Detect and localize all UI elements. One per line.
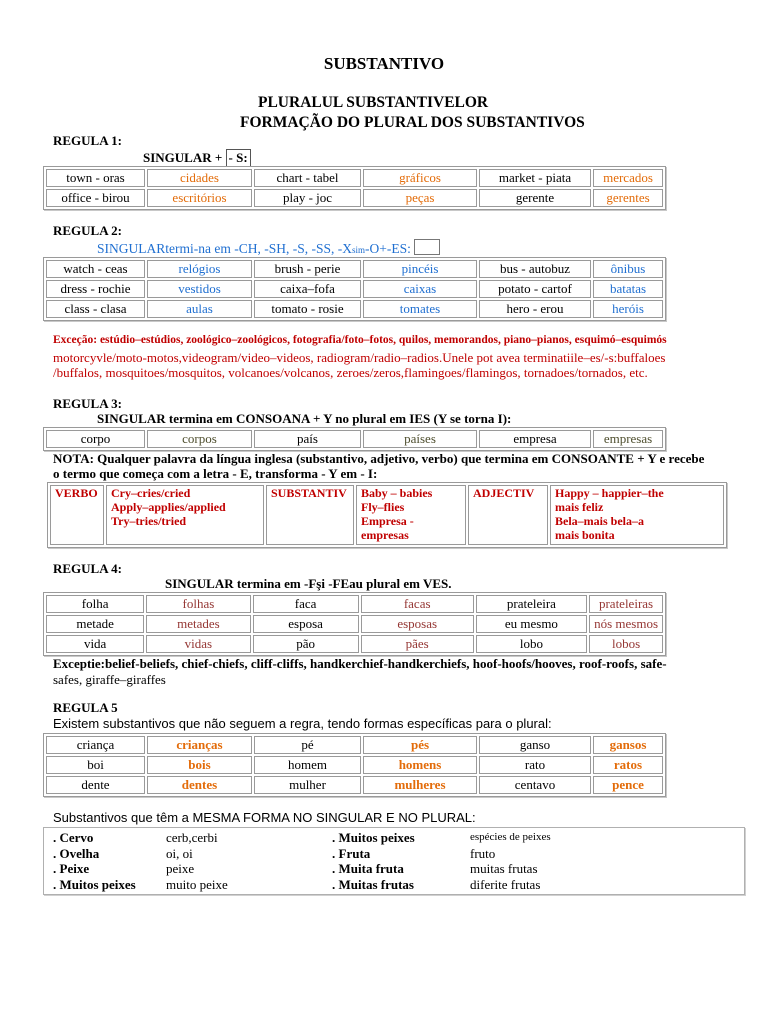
same-form-col-3 xyxy=(332,830,415,892)
table-cell: tomates xyxy=(363,300,477,318)
table-cell: escritórios xyxy=(147,189,252,207)
table-cell: crianças xyxy=(147,736,252,754)
adjectiv-line: Happy – happier–the xyxy=(555,486,664,500)
rule-3-table xyxy=(43,427,666,451)
table-cell: empresas xyxy=(593,430,663,448)
table-cell: país xyxy=(254,430,361,448)
table-cell: brush - perie xyxy=(254,260,361,278)
table-cell: mercados xyxy=(593,169,663,187)
table-cell: caixa–fofa xyxy=(254,280,361,298)
table-row xyxy=(46,635,663,653)
adjectiv-line: Bela–mais bela–a xyxy=(555,514,644,528)
rule-5-heading: REGULA 5 xyxy=(53,700,118,715)
table-cell: office - birou xyxy=(46,189,145,207)
same-form-item: muitas frutas xyxy=(470,861,538,876)
table-cell: lobo xyxy=(476,635,587,653)
table-cell: centavo xyxy=(479,776,591,794)
same-form-item: muito peixe xyxy=(166,876,228,892)
table-cell: potato - cartof xyxy=(479,280,591,298)
same-form-col-1 xyxy=(53,830,136,892)
same-form-intro: Substantivos que têm a MESMA FORMA NO SINGULAR E NO PLURAL: xyxy=(53,810,476,825)
same-form-item: . Cervo xyxy=(53,830,94,845)
same-form-item: . Ovelha xyxy=(53,845,100,861)
table-cell: caixas xyxy=(363,280,477,298)
table-cell: pé xyxy=(254,736,361,754)
table-cell: metades xyxy=(146,615,250,633)
table-cell: boi xyxy=(46,756,145,774)
table-cell: nós mesmos xyxy=(589,615,663,633)
table-cell: pão xyxy=(253,635,359,653)
rule-3-heading: REGULA 3: xyxy=(53,396,122,411)
table-cell: metade xyxy=(46,615,144,633)
table-cell: bus - autobuz xyxy=(479,260,591,278)
verbo-examples xyxy=(106,485,264,545)
rule-4-heading: REGULA 4: xyxy=(53,561,122,576)
table-cell: relógios xyxy=(147,260,252,278)
table-cell: lobos xyxy=(589,635,663,653)
table-row xyxy=(46,776,663,794)
rule-4-exceptions-line-1: Exceptie:belief-beliefs, chief-chiefs, cliff-cliffs, handkerchief-handkerchiefs, hoof-hoofs/hooves, roof-roofs, safe- xyxy=(53,656,667,671)
table-cell: ônibus xyxy=(593,260,663,278)
table-cell: prateleira xyxy=(476,595,587,613)
rule-5-table xyxy=(43,733,666,797)
rule-3-text: SINGULAR termina em CONSOANA + Y no plural em IES (Y se torna I): xyxy=(97,411,512,426)
same-form-item: . Muitos peixes xyxy=(332,830,415,845)
table-cell: peças xyxy=(363,189,477,207)
rule-4-exceptions-line-2: safes, giraffe–giraffes xyxy=(53,672,166,687)
substantiv-line: empresas xyxy=(361,528,409,542)
table-row xyxy=(46,756,663,774)
subtitle-pt: FORMAÇÃO DO PLURAL DOS SUBSTANTIVOS xyxy=(240,114,585,131)
table-cell: hero - erou xyxy=(479,300,591,318)
verbo-line: Apply–applies/applied xyxy=(111,500,226,514)
rule-1-prefix: SINGULAR + xyxy=(143,150,226,165)
adjectiv-label: ADJECTIV xyxy=(468,485,548,545)
rule-2-text-a: SINGULARtermi-na em -CH, -SH, -S, -SS, -X xyxy=(97,241,352,256)
table-cell: vidas xyxy=(146,635,250,653)
rule-2-table xyxy=(43,257,666,321)
rule-2-exception: Exceção: estúdio–estúdios, zoológico–zoológicos, fotografia/foto–fotos, quilos, memorandos, piano–pianos, esquimó–esquimós xyxy=(53,334,667,346)
table-cell: países xyxy=(363,430,477,448)
table-cell: folhas xyxy=(146,595,250,613)
adjectiv-line: mais bonita xyxy=(555,528,615,542)
rule-1-heading: REGULA 1: xyxy=(53,133,122,148)
table-cell: corpos xyxy=(147,430,252,448)
table-cell: ratos xyxy=(593,756,663,774)
table-cell: bois xyxy=(147,756,252,774)
table-cell: town - oras xyxy=(46,169,145,187)
table-cell: gansos xyxy=(593,736,663,754)
table-cell: aulas xyxy=(147,300,252,318)
table-cell: eu mesmo xyxy=(476,615,587,633)
same-form-col-2 xyxy=(166,830,228,892)
table-cell: gerente xyxy=(479,189,591,207)
substantiv-label: SUBSTANTIV xyxy=(266,485,354,545)
table-row xyxy=(46,300,663,318)
verbo-line: Try–tries/tried xyxy=(111,514,187,528)
same-form-item: . Fruta xyxy=(332,845,371,861)
table-row xyxy=(46,615,663,633)
table-row xyxy=(46,169,663,187)
same-form-item: . Muitos peixes xyxy=(53,876,136,892)
table-cell: cidades xyxy=(147,169,252,187)
rule-4-text: SINGULAR termina em -Fşi -FEau plural em VES. xyxy=(165,576,452,591)
verbo-label: VERBO xyxy=(50,485,104,545)
rule-3-examples-table xyxy=(47,482,727,548)
same-form-item: diferite frutas xyxy=(470,876,541,892)
adjectiv-examples xyxy=(550,485,724,545)
table-cell: gerentes xyxy=(593,189,663,207)
table-cell: class - clasa xyxy=(46,300,145,318)
same-form-item: . Peixe xyxy=(53,861,90,876)
same-form-item: . Muitas frutas xyxy=(332,876,414,892)
rule-5-intro: Existem substantivos que não seguem a regra, tendo formas específicas para o plural: xyxy=(53,716,552,731)
table-cell: batatas xyxy=(593,280,663,298)
substantiv-line: Empresa - xyxy=(361,514,414,528)
table-row xyxy=(50,485,724,545)
same-form-item: fruto xyxy=(470,845,496,861)
table-cell: mulheres xyxy=(363,776,477,794)
table-cell: folha xyxy=(46,595,144,613)
table-cell: empresa xyxy=(479,430,591,448)
rule-1-table xyxy=(43,166,666,210)
table-cell: watch - ceas xyxy=(46,260,145,278)
adjectiv-line: mais feliz xyxy=(555,500,604,514)
table-cell: homens xyxy=(363,756,477,774)
table-cell: play - joc xyxy=(254,189,361,207)
table-row xyxy=(46,736,663,754)
rule-2-empty-box xyxy=(414,239,440,255)
table-cell: rato xyxy=(479,756,591,774)
table-cell: ganso xyxy=(479,736,591,754)
rule-2-exception-line-2: motorcyvle/moto-motos,videogram/video–videos, radiogram/radio–radios.Unele pot avea terminatiile–es/-s:buffaloes xyxy=(53,350,666,365)
rule-4-table xyxy=(43,592,666,656)
table-cell: corpo xyxy=(46,430,145,448)
table-cell: market - piata xyxy=(479,169,591,187)
table-cell: prateleiras xyxy=(589,595,663,613)
table-cell: dress - rochie xyxy=(46,280,145,298)
table-cell: pés xyxy=(363,736,477,754)
table-cell: mulher xyxy=(254,776,361,794)
table-row xyxy=(46,260,663,278)
table-cell: pence xyxy=(593,776,663,794)
table-cell: homem xyxy=(254,756,361,774)
substantiv-line: Fly–flies xyxy=(361,500,405,514)
table-cell: vida xyxy=(46,635,144,653)
table-cell: chart - tabel xyxy=(254,169,361,187)
table-row xyxy=(46,595,663,613)
table-cell: esposas xyxy=(361,615,474,633)
table-cell: pães xyxy=(361,635,474,653)
table-cell: dente xyxy=(46,776,145,794)
rule-3-note-line-2: o termo que começa com a letra - E, transforma - Y em - I: xyxy=(53,466,378,481)
rule-2-exception-line-3: /buffalos, mosquitoes/mosquitos, volcanoes/volcanos, zeroes/zeros,flamingoes/flamingos, tornadoes/tornados, etc. xyxy=(53,365,648,380)
same-form-col-4 xyxy=(470,830,551,892)
table-cell: dentes xyxy=(147,776,252,794)
rule-2-heading: REGULA 2: xyxy=(53,223,122,238)
same-form-item: . Muita fruta xyxy=(332,861,404,876)
substantiv-line: Baby – babies xyxy=(361,486,433,500)
table-cell: vestidos xyxy=(147,280,252,298)
rule-2-sub: sim xyxy=(351,245,365,255)
table-row xyxy=(46,430,663,448)
rule-2-text xyxy=(97,239,440,257)
table-row xyxy=(46,280,663,298)
table-cell: facas xyxy=(361,595,474,613)
table-cell: tomato - rosie xyxy=(254,300,361,318)
same-form-item: peixe xyxy=(166,861,195,876)
rule-1-suffix-box: - S: xyxy=(226,149,251,167)
page-title: SUBSTANTIVO xyxy=(323,54,445,73)
table-row xyxy=(46,189,663,207)
substantiv-examples xyxy=(356,485,466,545)
table-cell: esposa xyxy=(253,615,359,633)
subtitle-ro: PLURALUL SUBSTANTIVELOR xyxy=(258,94,489,111)
same-form-item: espécies de peixes xyxy=(470,831,551,843)
rule-3-note-line-1: NOTA: Qualquer palavra da língua inglesa (substantivo, adjetivo, verbo) que termina em CONSOANTE + Y e recebe xyxy=(53,451,705,466)
same-form-item: oi, oi xyxy=(166,845,193,861)
rule-1-text xyxy=(143,149,251,167)
rule-2-text-b: -O+-ES: xyxy=(365,241,411,256)
table-cell: heróis xyxy=(593,300,663,318)
table-cell: criança xyxy=(46,736,145,754)
same-form-item: cerb,cerbi xyxy=(166,830,218,845)
table-cell: gráficos xyxy=(363,169,477,187)
table-cell: pincéis xyxy=(363,260,477,278)
table-cell: faca xyxy=(253,595,359,613)
verbo-line: Cry–cries/cried xyxy=(111,486,191,500)
